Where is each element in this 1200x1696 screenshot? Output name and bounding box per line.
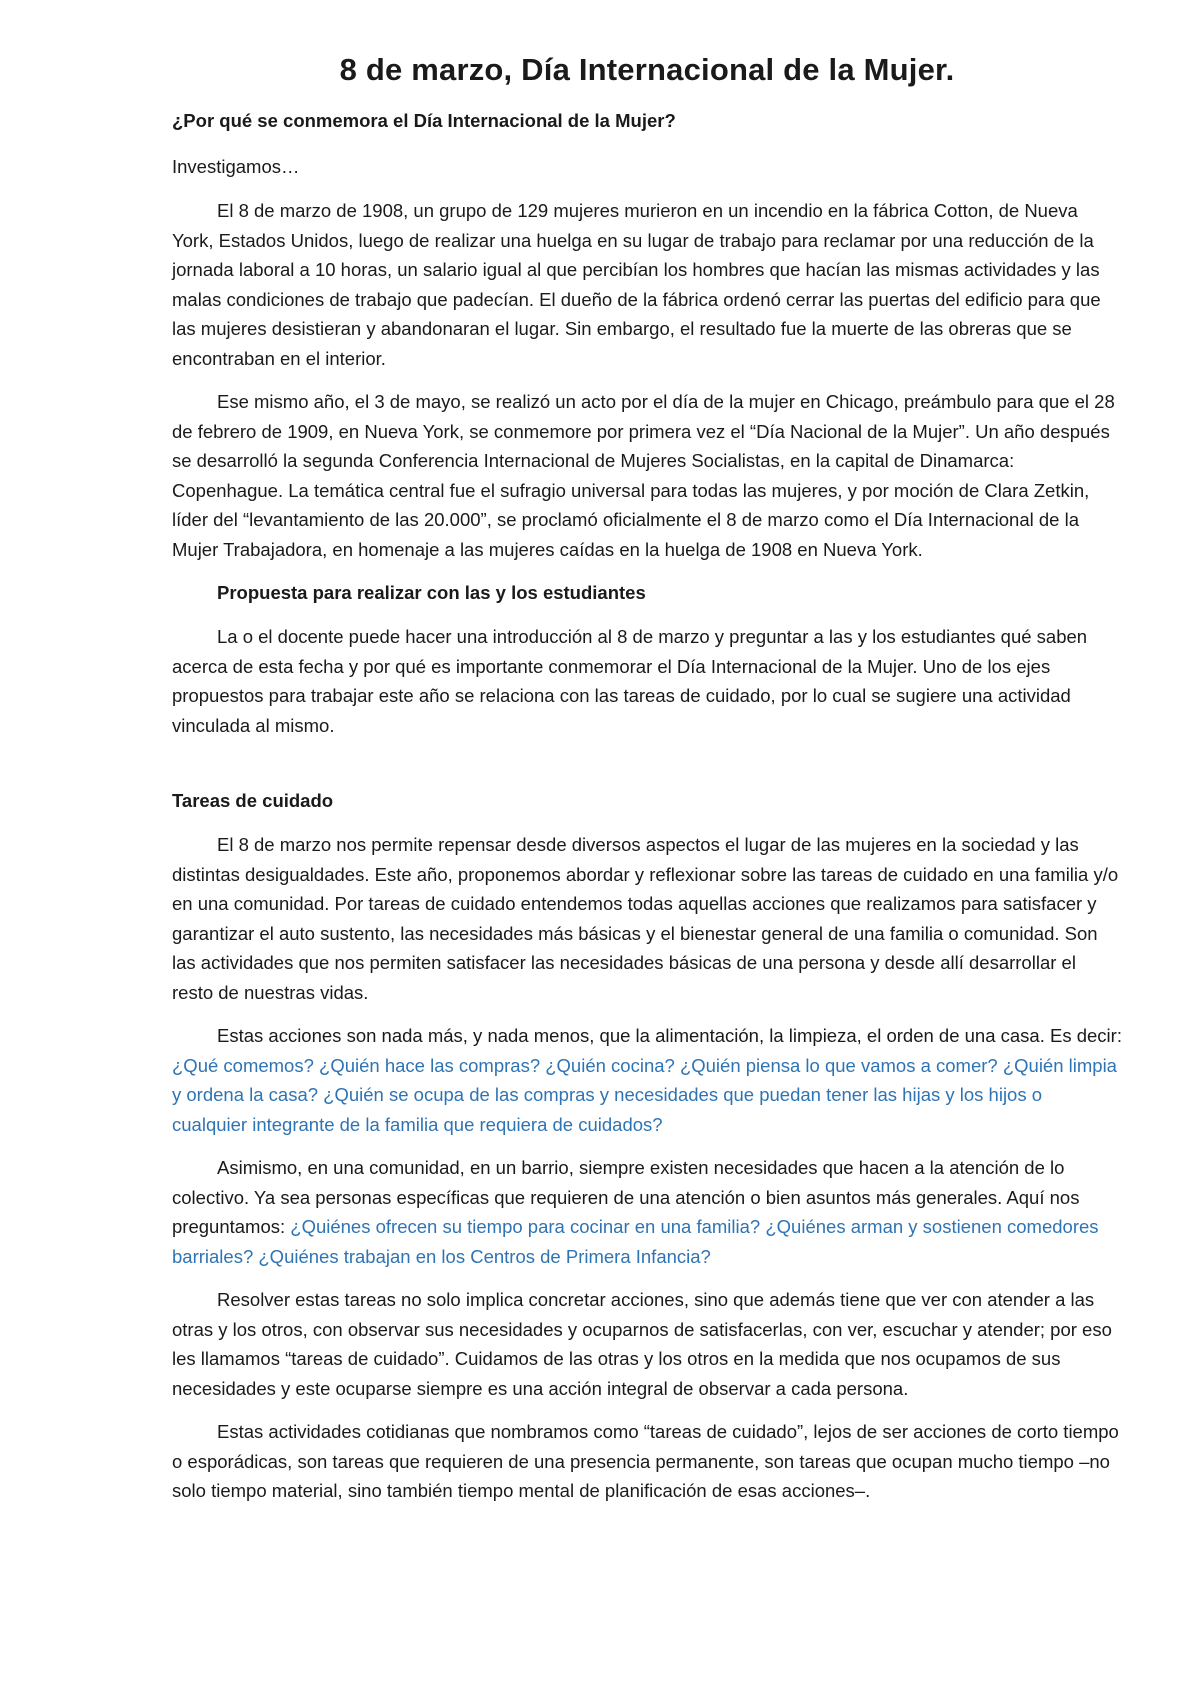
paragraph-lead-text: Asimismo, en una comunidad, en un barrio, siempre existen necesidades que hacen a la atención de lo colectivo. Ya sea personas específicas que requieren de una atención o bien asuntos más generales. Aquí nos preguntamos:	[172, 1157, 1080, 1237]
paragraph-lead-text: Estas acciones son nada más, y nada menos, que la alimentación, la limpieza, el orden de una casa. Es decir:	[217, 1025, 1122, 1046]
paragraph-care-time: Estas actividades cotidianas que nombramos como “tareas de cuidado”, lejos de ser acciones de corto tiempo o esporádicas, son tareas que requieren de una presencia permanente, son tareas que ocupan mucho tiempo –no solo tiempo material, sino también tiempo mental de planificación de esas acciones–.	[172, 1421, 1119, 1501]
community-questions: ¿Quiénes ofrecen su tiempo para cocinar en una familia? ¿Quiénes arman y sostienen comedores barriales? ¿Quiénes trabajan en los Centros de Primera Infancia?	[172, 1216, 1099, 1267]
paragraph-care-meaning: Resolver estas tareas no solo implica concretar acciones, sino que además tiene que ver con atender a las otras y los otros, con observar sus necesidades y ocuparnos de satisfacerlas, con ver, escuchar y atender; por eso les llamamos “tareas de cuidado”. Cuidamos de las otras y los otros en la medida que nos ocupamos de sus necesidades y este ocuparse siempre es una acción integral de observar a cada persona.	[172, 1289, 1112, 1399]
paragraph-community-questions	[172, 1153, 1122, 1271]
paragraph-proposal: La o el docente puede hacer una introducción al 8 de marzo y preguntar a las y los estudiantes qué saben acerca de esta fecha y por qué es importante conmemorar el Día Internacional de la Mujer. Uno de los ejes propuestos para trabajar este año se relaciona con las tareas de cuidado, por lo cual se sugiere una actividad vinculada al mismo.	[172, 626, 1088, 736]
document-title: 8 de marzo, Día Internacional de la Mujer.	[339, 52, 955, 87]
paragraph-history: Ese mismo año, el 3 de mayo, se realizó un acto por el día de la mujer en Chicago, preámbulo para que el 28 de febrero de 1909, en Nueva York, se conmemore por primera vez el “Día Nacional de la Mujer”. Un año después se desarrolló la segunda Conferencia Internacional de Mujeres Socialistas, en la capital de Dinamarca: Copenhague. La temática central fue el sufragio universal para todas las mujeres, y por moción de Clara Zetkin, líder del “levantamiento de las 20.000”, se proclamó oficialmente el 8 de marzo como el Día Internacional de la Mujer Trabajadora, en homenaje a las mujeres caídas en la huelga de 1908 en Nueva York.	[172, 391, 1115, 560]
intro-line: Investigamos…	[172, 156, 300, 177]
home-questions: ¿Qué comemos? ¿Quién hace las compras? ¿Quién cocina? ¿Quién piensa lo que vamos a comer? ¿Quién limpia y ordena la casa? ¿Quién se ocupa de las compras y necesidades que puedan tener las hijas y los hijos o cualquier integrante de la familia que requiera de cuidados?	[172, 1054, 1117, 1135]
paragraph-care-definition: El 8 de marzo nos permite repensar desde diversos aspectos el lugar de las mujeres en la sociedad y las distintas desigualdades. Este año, proponemos abordar y reflexionar sobre las tareas de cuidado en una familia y/o en una comunidad. Por tareas de cuidado entendemos todas aquellas acciones que realizamos para satisfacer y garantizar el auto sustento, las necesidades más básicas y el bienestar general de una familia o comunidad. Son las actividades que nos permiten satisfacer las necesidades básicas de una persona y desde allí desarrollar el resto de nuestras vidas.	[172, 834, 1119, 1003]
paragraph-1908-fire: El 8 de marzo de 1908, un grupo de 129 mujeres murieron en un incendio en la fábrica Cotton, de Nueva York, Estados Unidos, luego de realizar una huelga en su lugar de trabajo para reclamar por una reducción de la jornada laboral a 10 horas, un salario igual al que percibían los hombres que hacían las mismas actividades y las malas condiciones de trabajo que padecían. El dueño de la fábrica ordenó cerrar las puertas del edificio para que las mujeres desistieran y abandonaran el lugar. Sin embargo, el resultado fue la muerte de las obreras que se encontraban en el interior.	[172, 200, 1101, 369]
paragraph-home-questions	[172, 1021, 1122, 1139]
section-question: ¿Por qué se conmemora el Día Internacional de la Mujer?	[172, 110, 676, 131]
document-page	[172, 48, 1122, 1520]
care-heading: Tareas de cuidado	[172, 790, 334, 811]
proposal-heading: Propuesta para realizar con las y los estudiantes	[217, 582, 646, 603]
